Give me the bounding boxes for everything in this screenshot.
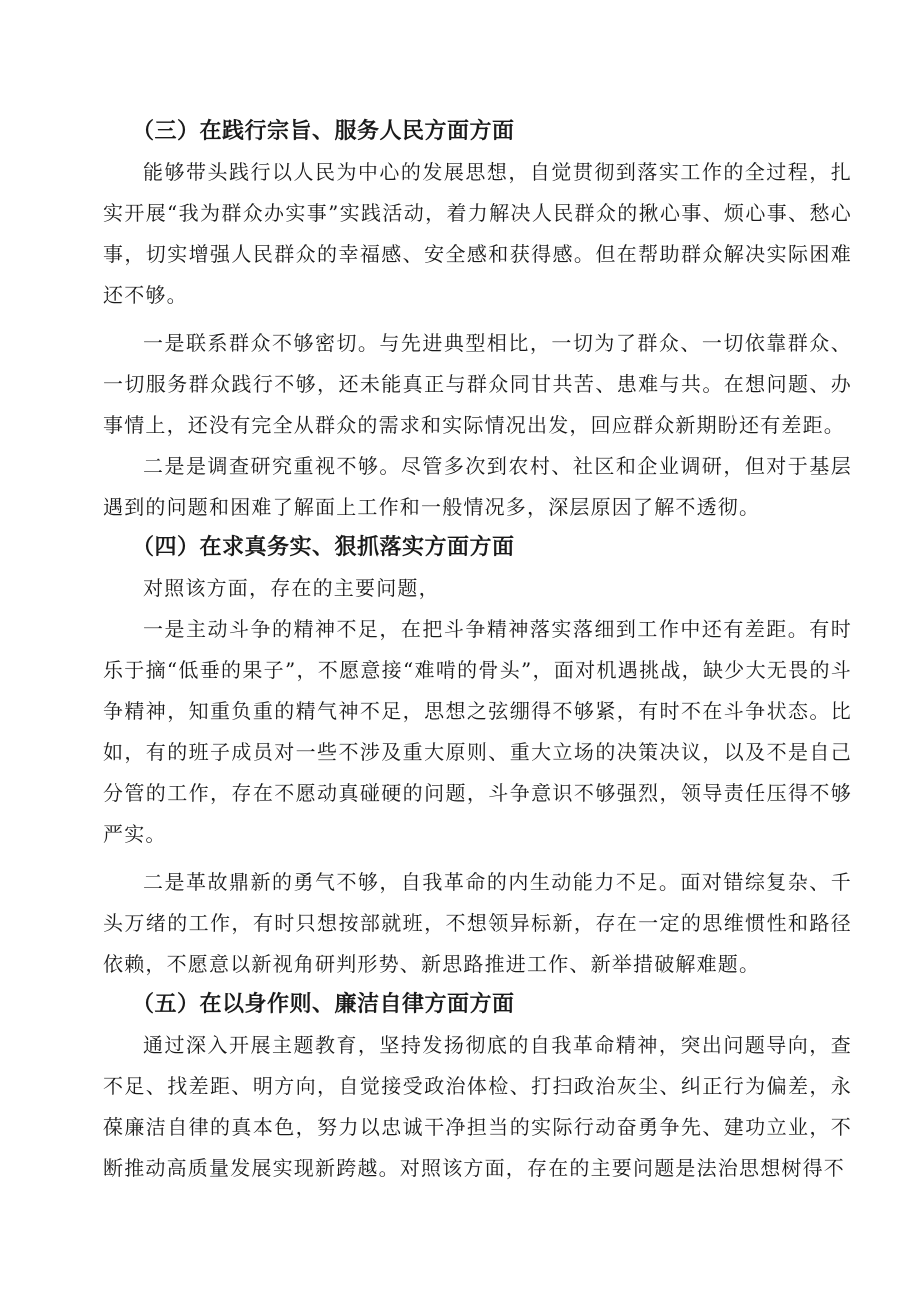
paragraph-5-intro: 通过深入开展主题教育，坚持发扬彻底的自我革命精神，突出问题导向，查不足、找差距、明方向，自觉接受政治体检、打扫政治灰尘、纠正行为偏差，永葆廉洁自律的真本色，努力以忠诚干净担当的实际行动奋勇争先、建功立业，不断推动高质量发展实现新跨越。对照该方面，存在的主要问题是法治思想树得不 (103, 1033, 852, 1180)
section-heading-3: （三）在践行宗旨、服务人民方面方面 (132, 119, 515, 144)
paragraph-3-intro: 能够带头践行以人民为中心的发展思想，自觉贯彻到落实工作的全过程，扎实开展“我为群众办实事”实践活动，着力解决人民群众的揪心事、烦心事、愁心事，切实增强人民群众的幸福感、安全感和获得感。但在帮助群众解决实际困难还不够。 (103, 160, 852, 307)
section-heading-4: （四）在求真务实、狠抓落实方面方面 (132, 535, 515, 560)
paragraph-4-point-1: 一是主动斗争的精神不足，在把斗争精神落实落细到工作中还有差距。有时乐于摘“低垂的果子”，不愿意接“难啃的骨头”，面对机遇挑战，缺少大无畏的斗争精神，知重负重的精气神不足，思想之弦绷得不够紧，有时不在斗争状态。比如，有的班子成员对一些不涉及重大原则、重大立场的决策决议，以及不是自己分管的工作，存在不愿动真碰硬的问题，斗争意识不够强烈，领导责任压得不够严实。 (103, 617, 852, 846)
section-heading-5: （五）在以身作则、廉洁自律方面方面 (132, 992, 515, 1017)
paragraph-4-intro: 对照该方面，存在的主要问题， (143, 576, 440, 600)
paragraph-4-point-2: 二是革故鼎新的勇气不够，自我革命的内生动能力不足。面对错综复杂、千头万绪的工作，有时只想按部就班，不想领异标新，存在一定的思维惯性和路径依赖，不愿意以新视角研判形势、新思路推进工作、新举措破解难题。 (103, 870, 852, 976)
paragraph-3-point-1: 一是联系群众不够密切。与先进典型相比，一切为了群众、一切依靠群众、一切服务群众践行不够，还未能真正与群众同甘共苦、患难与共。在想问题、办事情上，还没有完全从群众的需求和实际情况出发，回应群众新期盼还有差距。 (103, 331, 852, 437)
paragraph-3-point-2: 二是是调查研究重视不够。尽管多次到农村、社区和企业调研，但对于基层遇到的问题和困难了解面上工作和一般情况多，深层原因了解不透彻。 (103, 454, 852, 519)
